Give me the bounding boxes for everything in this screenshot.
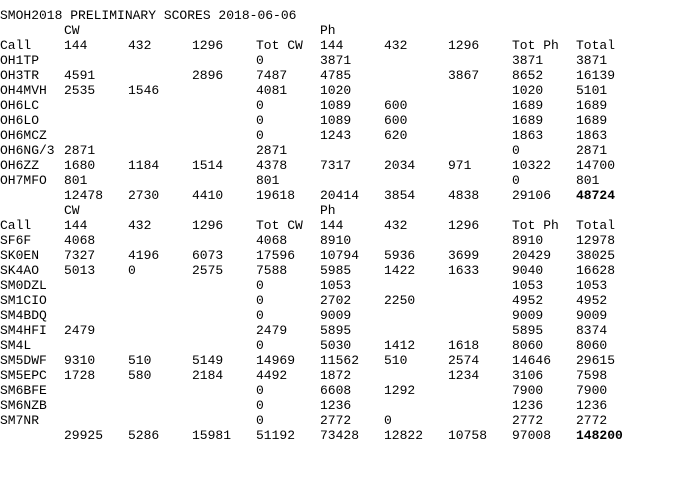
sm-table-row-cell-8: 5895 bbox=[512, 323, 544, 338]
sm-table-row-cell-4: 0 bbox=[256, 413, 264, 428]
sm-table-row-cell-3: 2575 bbox=[192, 263, 224, 278]
oh-table-row bbox=[0, 128, 684, 143]
sm-section bbox=[0, 203, 684, 443]
oh-table-row-cell-7: 3867 bbox=[448, 68, 480, 83]
oh-table-row-cell-5: 1089 bbox=[320, 98, 352, 113]
sm-table-row-cell-9: 1053 bbox=[576, 278, 608, 293]
sm-totals-row-cell-8: 97008 bbox=[512, 428, 552, 443]
oh-table-row bbox=[0, 68, 684, 83]
sm-table-row-cell-8: 8060 bbox=[512, 338, 544, 353]
sm-table-row-cell-2: 0 bbox=[128, 263, 136, 278]
oh-table-row-cell-6: 2034 bbox=[384, 158, 416, 173]
oh-totals-row-cell-8: 29106 bbox=[512, 188, 552, 203]
oh-table-row-cell-1: 4591 bbox=[64, 68, 96, 83]
sm-totals-row-cell-5: 73428 bbox=[320, 428, 360, 443]
oh-table-row-cell-9: 1689 bbox=[576, 113, 608, 128]
sm-table-row-cell-9: 9009 bbox=[576, 308, 608, 323]
oh-totals-row-cell-5: 20414 bbox=[320, 188, 360, 203]
sm-table-row-cell-5: 10794 bbox=[320, 248, 360, 263]
oh-header-row-cell-0: Call bbox=[0, 38, 32, 53]
sm-table-row-cell-9: 29615 bbox=[576, 353, 616, 368]
oh-table-row bbox=[0, 113, 684, 128]
sm-table-row bbox=[0, 383, 684, 398]
oh-table-row-cell-8: 1020 bbox=[512, 83, 544, 98]
oh-table-row-cell-1: 801 bbox=[64, 173, 88, 188]
oh-table-row-cell-5: 7317 bbox=[320, 158, 352, 173]
sm-header-row bbox=[0, 218, 684, 233]
sm-table-row-cell-1: 9310 bbox=[64, 353, 96, 368]
oh-mode-row bbox=[0, 23, 684, 38]
sm-table-row-cell-4: 0 bbox=[256, 398, 264, 413]
oh-table-row-cell-9: 2871 bbox=[576, 143, 608, 158]
oh-table-row-cell-6: 600 bbox=[384, 113, 408, 128]
oh-totals-row-cell-2: 2730 bbox=[128, 188, 160, 203]
oh-table-row bbox=[0, 98, 684, 113]
sm-table-row-cell-7: 2574 bbox=[448, 353, 480, 368]
oh-totals-row-cell-6: 3854 bbox=[384, 188, 416, 203]
oh-totals-row-cell-4: 19618 bbox=[256, 188, 296, 203]
oh-table-row-cell-9: 14700 bbox=[576, 158, 616, 173]
sm-table-row bbox=[0, 278, 684, 293]
sm-table-row bbox=[0, 368, 684, 383]
oh-table-row-cell-0: OH3TR bbox=[0, 68, 40, 83]
oh-header-row-cell-5: 144 bbox=[320, 38, 344, 53]
oh-header-row-cell-4: Tot CW bbox=[256, 38, 303, 53]
oh-totals-row-cell-7: 4838 bbox=[448, 188, 480, 203]
sm-table-row-cell-5: 2772 bbox=[320, 413, 352, 428]
sm-totals-row-cell-2: 5286 bbox=[128, 428, 160, 443]
sm-header-row-cell-0: Call bbox=[0, 218, 32, 233]
sm-table-row-cell-5: 5895 bbox=[320, 323, 352, 338]
sm-table-row-cell-9: 7900 bbox=[576, 383, 608, 398]
sm-totals-row-cell-1: 29925 bbox=[64, 428, 104, 443]
oh-table-row-cell-3: 1514 bbox=[192, 158, 224, 173]
oh-table-row-cell-9: 3871 bbox=[576, 53, 608, 68]
oh-table-row-cell-6: 600 bbox=[384, 98, 408, 113]
sm-table-row bbox=[0, 398, 684, 413]
sm-table-row-cell-0: SK0EN bbox=[0, 248, 40, 263]
sm-table-row-cell-0: SK4AO bbox=[0, 263, 40, 278]
oh-section bbox=[0, 23, 684, 203]
oh-table-row-cell-7: 971 bbox=[448, 158, 472, 173]
sm-table-row-cell-3: 5149 bbox=[192, 353, 224, 368]
sm-table-row-cell-2: 510 bbox=[128, 353, 152, 368]
sm-table-row-cell-8: 4952 bbox=[512, 293, 544, 308]
sm-table-row bbox=[0, 413, 684, 428]
sm-table-row-cell-4: 0 bbox=[256, 293, 264, 308]
oh-table-row-cell-4: 4081 bbox=[256, 83, 288, 98]
sm-table-row-cell-1: 7327 bbox=[64, 248, 96, 263]
oh-mode-row-cell-1: CW bbox=[64, 23, 80, 38]
sm-table-row-cell-6: 1292 bbox=[384, 383, 416, 398]
oh-table-row-cell-8: 8652 bbox=[512, 68, 544, 83]
sm-table-row-cell-1: 1728 bbox=[64, 368, 96, 383]
sm-table-row-cell-9: 12978 bbox=[576, 233, 616, 248]
sm-table-row-cell-8: 9009 bbox=[512, 308, 544, 323]
oh-table-row-cell-4: 2871 bbox=[256, 143, 288, 158]
oh-table-row-cell-1: 1680 bbox=[64, 158, 96, 173]
oh-table-row bbox=[0, 173, 684, 188]
sm-table-row-cell-0: SM0DZL bbox=[0, 278, 47, 293]
sm-table-row bbox=[0, 293, 684, 308]
oh-table-row-cell-9: 5101 bbox=[576, 83, 608, 98]
sm-table-row-cell-4: 2479 bbox=[256, 323, 288, 338]
sm-table-row-cell-9: 1236 bbox=[576, 398, 608, 413]
sm-table-row-cell-9: 16628 bbox=[576, 263, 616, 278]
sm-table-row-cell-8: 7900 bbox=[512, 383, 544, 398]
sm-totals-row-cell-7: 10758 bbox=[448, 428, 488, 443]
sm-table-row-cell-9: 4952 bbox=[576, 293, 608, 308]
sm-table-row-cell-5: 8910 bbox=[320, 233, 352, 248]
sm-table-row-cell-4: 0 bbox=[256, 278, 264, 293]
sm-table-row-cell-8: 8910 bbox=[512, 233, 544, 248]
sm-table-row-cell-1: 4068 bbox=[64, 233, 96, 248]
oh-table-row-cell-1: 2871 bbox=[64, 143, 96, 158]
sm-table-row-cell-0: SM5EPC bbox=[0, 368, 47, 383]
sm-table-row-cell-4: 0 bbox=[256, 308, 264, 323]
sm-totals-row-cell-6: 12822 bbox=[384, 428, 424, 443]
sm-table-row-cell-0: SM6NZB bbox=[0, 398, 47, 413]
sm-table-row-cell-0: SM1CIO bbox=[0, 293, 47, 308]
sm-table-row-cell-4: 7588 bbox=[256, 263, 288, 278]
sm-mode-row-cell-1: CW bbox=[64, 203, 80, 218]
sm-table-row-cell-2: 580 bbox=[128, 368, 152, 383]
sm-table-row-cell-9: 8060 bbox=[576, 338, 608, 353]
sm-table-row-cell-5: 1872 bbox=[320, 368, 352, 383]
oh-table-row-cell-8: 3871 bbox=[512, 53, 544, 68]
oh-table-row-cell-8: 1863 bbox=[512, 128, 544, 143]
oh-table-row-cell-4: 7487 bbox=[256, 68, 288, 83]
sm-table-row bbox=[0, 308, 684, 323]
oh-header-row-cell-1: 144 bbox=[64, 38, 88, 53]
oh-table-row-cell-5: 1089 bbox=[320, 113, 352, 128]
oh-totals-row-cell-1: 12478 bbox=[64, 188, 104, 203]
sm-table-row-cell-6: 1412 bbox=[384, 338, 416, 353]
sm-table-row-cell-8: 2772 bbox=[512, 413, 544, 428]
sm-table-row-cell-9: 8374 bbox=[576, 323, 608, 338]
sm-totals-row-cell-9: 148200 bbox=[576, 428, 623, 443]
sm-table-row-cell-5: 1053 bbox=[320, 278, 352, 293]
sm-header-row-cell-4: Tot CW bbox=[256, 218, 303, 233]
oh-table-row bbox=[0, 143, 684, 158]
sm-table-row-cell-9: 2772 bbox=[576, 413, 608, 428]
oh-table-row-cell-2: 1184 bbox=[128, 158, 160, 173]
sm-table-row-cell-0: SM4BDQ bbox=[0, 308, 47, 323]
sm-table-row-cell-5: 11562 bbox=[320, 353, 360, 368]
oh-table-row-cell-5: 1020 bbox=[320, 83, 352, 98]
oh-table-row bbox=[0, 53, 684, 68]
sm-table-row-cell-0: SF6F bbox=[0, 233, 32, 248]
oh-table-row-cell-0: OH6MCZ bbox=[0, 128, 47, 143]
sm-table-row-cell-5: 9009 bbox=[320, 308, 352, 323]
oh-table-row-cell-9: 1689 bbox=[576, 98, 608, 113]
sm-table-row-cell-7: 1618 bbox=[448, 338, 480, 353]
sm-table-row-cell-1: 2479 bbox=[64, 323, 96, 338]
sm-header-row-cell-6: 432 bbox=[384, 218, 408, 233]
sm-table-row-cell-4: 0 bbox=[256, 338, 264, 353]
oh-header-row-cell-7: 1296 bbox=[448, 38, 480, 53]
sm-table-row-cell-4: 0 bbox=[256, 383, 264, 398]
sm-table-row-cell-4: 17596 bbox=[256, 248, 296, 263]
page-title bbox=[0, 8, 684, 23]
oh-table-row-cell-8: 0 bbox=[512, 143, 520, 158]
sm-table-row-cell-4: 4492 bbox=[256, 368, 288, 383]
sm-table-row-cell-1: 5013 bbox=[64, 263, 96, 278]
sm-table-row bbox=[0, 338, 684, 353]
oh-totals-row-cell-3: 4410 bbox=[192, 188, 224, 203]
oh-table-row-cell-3: 2896 bbox=[192, 68, 224, 83]
sm-table-row-cell-7: 1234 bbox=[448, 368, 480, 383]
oh-totals-row bbox=[0, 188, 684, 203]
sm-header-row-cell-2: 432 bbox=[128, 218, 152, 233]
sm-table-row-cell-7: 3699 bbox=[448, 248, 480, 263]
sm-table-row bbox=[0, 233, 684, 248]
sm-table-row-cell-9: 38025 bbox=[576, 248, 616, 263]
sm-table-row bbox=[0, 248, 684, 263]
sm-table-row-cell-6: 2250 bbox=[384, 293, 416, 308]
title-text: SMOH2018 PRELIMINARY SCORES 2018-06-06 bbox=[0, 8, 297, 23]
oh-mode-row-cell-5: Ph bbox=[320, 23, 336, 38]
oh-table-row-cell-9: 801 bbox=[576, 173, 600, 188]
sm-totals-row-cell-3: 15981 bbox=[192, 428, 232, 443]
oh-table-row-cell-4: 0 bbox=[256, 98, 264, 113]
sm-header-row-cell-3: 1296 bbox=[192, 218, 224, 233]
oh-table-row-cell-8: 0 bbox=[512, 173, 520, 188]
sm-table-row-cell-4: 4068 bbox=[256, 233, 288, 248]
oh-totals-row-cell-9: 48724 bbox=[576, 188, 616, 203]
oh-table-row-cell-5: 1243 bbox=[320, 128, 352, 143]
sm-table-row-cell-5: 1236 bbox=[320, 398, 352, 413]
sm-header-row-cell-7: 1296 bbox=[448, 218, 480, 233]
sm-header-row-cell-5: 144 bbox=[320, 218, 344, 233]
oh-header-row-cell-2: 432 bbox=[128, 38, 152, 53]
sm-table-row-cell-6: 5936 bbox=[384, 248, 416, 263]
oh-table-row-cell-4: 0 bbox=[256, 128, 264, 143]
oh-table-row-cell-8: 10322 bbox=[512, 158, 552, 173]
sm-table-row bbox=[0, 263, 684, 278]
sm-table-row-cell-0: SM4L bbox=[0, 338, 32, 353]
sm-header-row-cell-8: Tot Ph bbox=[512, 218, 559, 233]
sm-totals-row-cell-4: 51192 bbox=[256, 428, 296, 443]
sm-table-row-cell-8: 3106 bbox=[512, 368, 544, 383]
oh-table-row-cell-2: 1546 bbox=[128, 83, 160, 98]
oh-table-row-cell-0: OH4MVH bbox=[0, 83, 47, 98]
score-sheet bbox=[0, 8, 684, 443]
sm-table-row-cell-8: 1236 bbox=[512, 398, 544, 413]
oh-header-row bbox=[0, 38, 684, 53]
sm-table-row-cell-0: SM4HFI bbox=[0, 323, 47, 338]
sm-mode-row bbox=[0, 203, 684, 218]
sm-table-row-cell-6: 1422 bbox=[384, 263, 416, 278]
sm-table-row-cell-3: 2184 bbox=[192, 368, 224, 383]
oh-table-row-cell-0: OH1TP bbox=[0, 53, 40, 68]
oh-header-row-cell-3: 1296 bbox=[192, 38, 224, 53]
oh-table-row-cell-8: 1689 bbox=[512, 98, 544, 113]
sm-table-row-cell-2: 4196 bbox=[128, 248, 160, 263]
sm-table-row bbox=[0, 353, 684, 368]
oh-table-row-cell-4: 0 bbox=[256, 113, 264, 128]
sm-table-row-cell-5: 5030 bbox=[320, 338, 352, 353]
sm-table-row-cell-6: 510 bbox=[384, 353, 408, 368]
sm-table-row-cell-0: SM5DWF bbox=[0, 353, 47, 368]
sm-table-row-cell-5: 5985 bbox=[320, 263, 352, 278]
oh-header-row-cell-9: Total bbox=[576, 38, 616, 53]
sm-header-row-cell-1: 144 bbox=[64, 218, 88, 233]
oh-table-row-cell-0: OH6LO bbox=[0, 113, 40, 128]
sm-table-row-cell-9: 7598 bbox=[576, 368, 608, 383]
sm-table-row-cell-3: 6073 bbox=[192, 248, 224, 263]
sm-table-row-cell-5: 2702 bbox=[320, 293, 352, 308]
sm-table-row-cell-8: 1053 bbox=[512, 278, 544, 293]
sm-table-row-cell-8: 14646 bbox=[512, 353, 552, 368]
sm-table-row-cell-5: 6608 bbox=[320, 383, 352, 398]
oh-table-row bbox=[0, 83, 684, 98]
oh-table-row-cell-4: 801 bbox=[256, 173, 280, 188]
oh-table-row-cell-1: 2535 bbox=[64, 83, 96, 98]
oh-table-row-cell-4: 4378 bbox=[256, 158, 288, 173]
sm-table-row-cell-7: 1633 bbox=[448, 263, 480, 278]
sm-header-row-cell-9: Total bbox=[576, 218, 616, 233]
oh-table-row-cell-9: 16139 bbox=[576, 68, 616, 83]
sm-mode-row-cell-5: Ph bbox=[320, 203, 336, 218]
sm-table-row bbox=[0, 323, 684, 338]
oh-table-row-cell-8: 1689 bbox=[512, 113, 544, 128]
sm-totals-row bbox=[0, 428, 684, 443]
oh-table-row-cell-0: OH7MFO bbox=[0, 173, 47, 188]
sm-table-row-cell-4: 14969 bbox=[256, 353, 296, 368]
sm-table-row-cell-6: 0 bbox=[384, 413, 392, 428]
oh-table-row-cell-4: 0 bbox=[256, 53, 264, 68]
oh-table-row-cell-0: OH6LC bbox=[0, 98, 40, 113]
sm-table-row-cell-0: SM7NR bbox=[0, 413, 40, 428]
oh-table-row-cell-9: 1863 bbox=[576, 128, 608, 143]
oh-table-row-cell-0: OH6ZZ bbox=[0, 158, 40, 173]
oh-table-row-cell-6: 620 bbox=[384, 128, 408, 143]
sm-table-row-cell-8: 20429 bbox=[512, 248, 552, 263]
oh-header-row-cell-8: Tot Ph bbox=[512, 38, 559, 53]
oh-table-row-cell-0: OH6NG/3 bbox=[0, 143, 55, 158]
sm-table-row-cell-0: SM6BFE bbox=[0, 383, 47, 398]
oh-table-row bbox=[0, 158, 684, 173]
sm-table-row-cell-8: 9040 bbox=[512, 263, 544, 278]
oh-header-row-cell-6: 432 bbox=[384, 38, 408, 53]
oh-table-row-cell-5: 4785 bbox=[320, 68, 352, 83]
oh-table-row-cell-5: 3871 bbox=[320, 53, 352, 68]
